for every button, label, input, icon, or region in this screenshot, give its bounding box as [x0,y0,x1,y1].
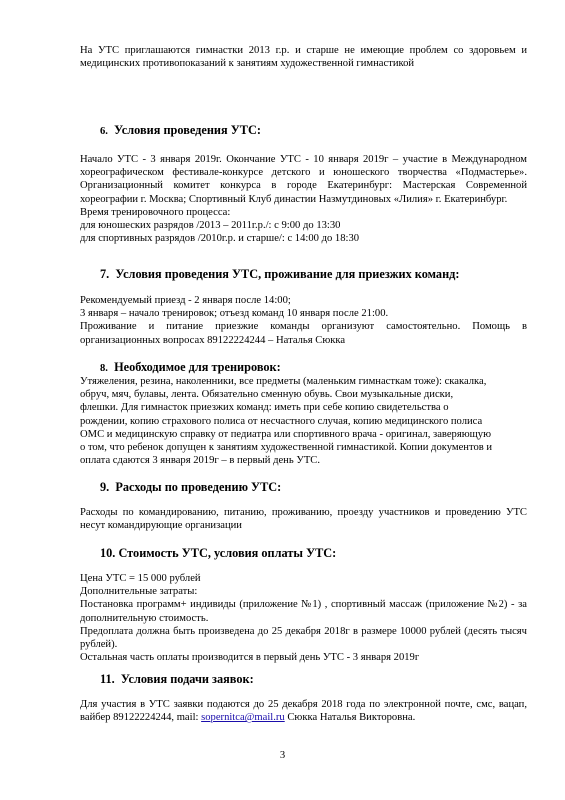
section-10-paragraph-1: Постановка программ+ индивиды (приложение №1) , спортивный массаж (приложение №2) - за дополнительную стоимость. [80,599,527,624]
section-8-line-3: флешки. Для гимнасток приезжих команд: иметь при себе копию свидетельства о [80,402,449,414]
section-10-number: 10. [100,546,116,560]
section-10-heading [100,546,547,561]
section-8-line-5: ОМС и медицинскую справку от педиатра или спортивного врача - оригинал, заверяющую [80,428,491,440]
section-10-line-1: Цена УТС = 15 000 рублей [80,573,201,584]
section-8-line-2: обруч, мяч, булавы, лента. Обязательно сменную обувь. Свои музыкальные диски, [80,389,454,401]
section-6-number: 6. [100,126,108,137]
section-10-title: Стоимость УТС, условия оплаты УТС: [118,546,337,560]
section-11-number: 11. [100,672,115,686]
section-8-body [80,375,527,467]
section-11-paragraph [80,698,527,724]
page-number: 3 [279,750,286,761]
section-6-title: Условия проведения УТС: [114,123,261,137]
section-10-line-2: Дополнительные затраты: [80,586,198,598]
section-9-heading [100,480,547,495]
section-7-title: Условия проведения УТС, проживание для приезжих команд: [115,267,460,281]
section-9-body [80,506,527,532]
section-10-paragraph-2: Предоплата должна быть произведена до 25 декабря 2018г в размере 10000 рублей (десять тысяч рублей). [80,625,527,651]
section-8-line-6: о том, что ребенок допущен к занятиям художественной гимнастикой. Копии документов и [80,442,493,454]
section-11-title: Условия подачи заявок: [120,672,254,686]
section-10-line-3: Остальная часть оплаты производится в первый день УТС - 3 января 2019г [80,652,420,664]
section-7-number: 7. [100,267,110,281]
section-7-line-1: Рекомендуемый приезд - 2 января после 14:00; [80,295,291,306]
section-7-body [80,294,527,347]
section-9-number: 9. [100,480,110,494]
section-6-line-2: для юношеских разрядов /2013 – 2011г.р./: с 9:00 до 13:30 [80,220,341,232]
section-8-line-7: оплата сдаются 3 января 2019г – в первый день УТС. [80,455,321,467]
section-11-text-before: Для участия в УТС заявки подаются до 25 декабря 2018 года по электронной почте, смс, вацап, вайбер 89122224244, mail: [80,699,527,724]
section-9-title: Расходы по проведению УТС: [115,480,282,494]
section-10-body [80,572,527,664]
section-11-heading [100,672,547,687]
section-7-line-2: 3 января – начало тренировок; отъезд команд 10 января после 21:00. [80,308,389,320]
section-6-heading [100,123,547,139]
email-link[interactable]: sopernitca@mail.ru [201,712,285,724]
section-6-body [80,153,527,245]
section-6-line-3: для спортивных разрядов /2010г.р. и старше/: с 14:00 до 18:30 [80,233,360,245]
section-11-body [80,698,527,724]
section-9-paragraph: Расходы по командированию, питанию, проживанию, проезду участников и проведению УТС несут командирующие организации [80,507,527,532]
section-11-text-after: Сюкка Наталья Викторовна. [284,712,416,724]
section-7-paragraph: Проживание и питание приезжие команды организуют самостоятельно. Помощь в организационных вопросах 89122224244 – Наталья Сюкка [80,321,527,346]
section-8-number: 8. [100,363,108,374]
section-8-heading [100,360,547,376]
section-6-paragraph: Начало УТС - 3 января 2019г. Окончание УТС - 10 января 2019г – участие в Международном хореографическом фестивале-конкурсе детского и юношеского творчества «Подмастерье». Организационный комитет конкурса в городе Екатеринбург: Мастерская Современной хореографии г. Москва; Спортивный Клуб династии Назмутдиновых «Лилия» г. Екатеринбург. [80,154,527,205]
section-7-heading [100,267,547,282]
section-8-title: Необходимое для тренировок: [114,360,281,374]
section-8-line-1: Утяжеления, резина, наколенники, все предметы (маленьким гимнасткам тоже): скакалка, [80,376,487,387]
section-6-line-1: Время тренировочного процесса: [80,206,231,218]
intro-paragraph [80,44,527,70]
intro-text: На УТС приглашаются гимнастки 2013 г.р. и старше не имеющие проблем со здоровьем и медицинских противопоказаний к занятиям художественной гимнастикой [80,45,527,70]
section-8-line-4: рождении, копию страхового полиса от несчастного случая, копию медицинского полиса [80,415,483,427]
